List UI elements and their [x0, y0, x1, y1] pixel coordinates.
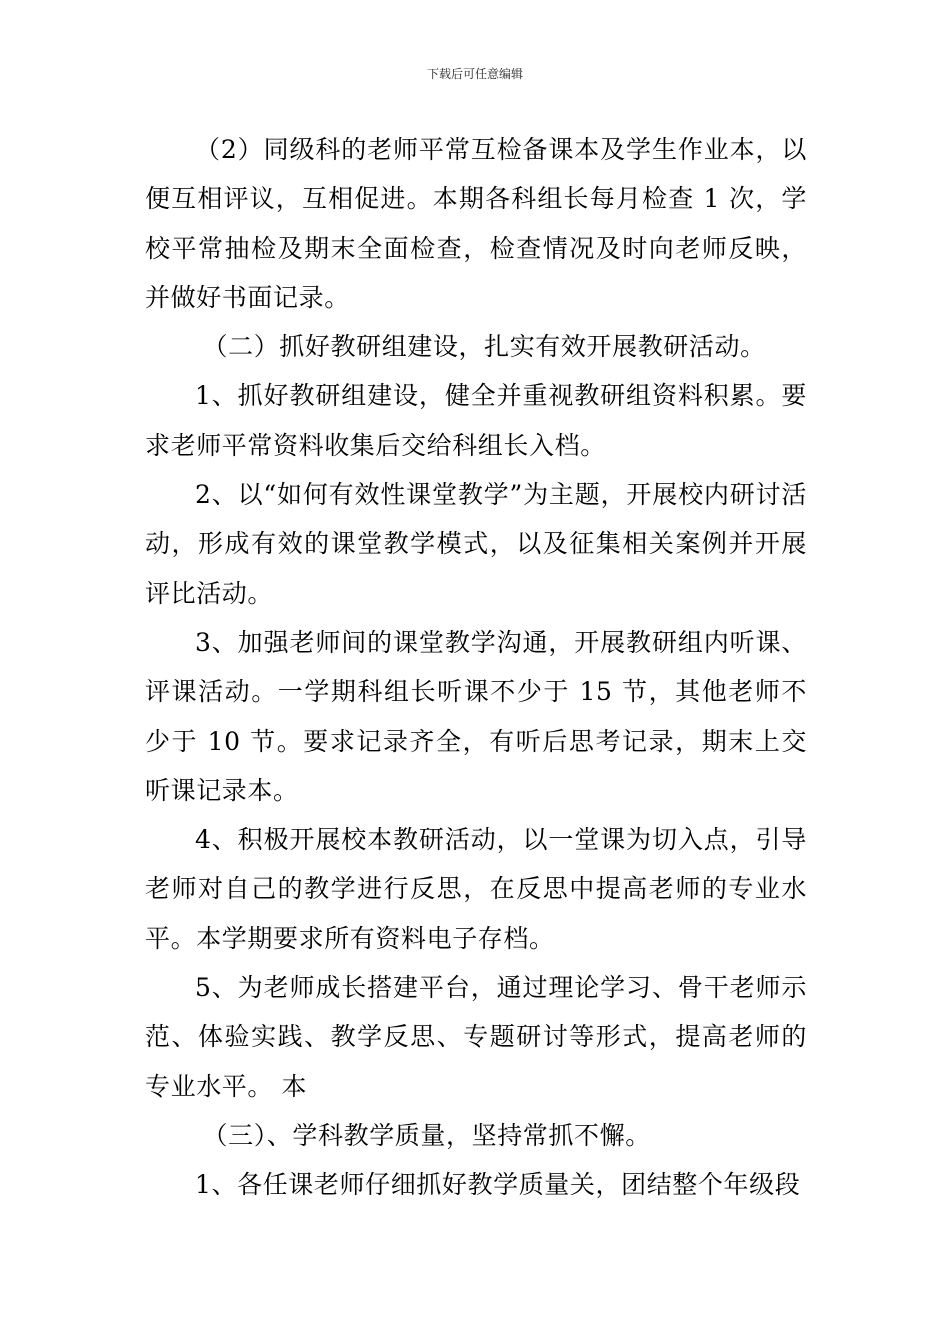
- section-heading-teaching-quality: （三）、学科教学质量，坚持常抓不懈。: [202, 1120, 651, 1150]
- paragraph-item-4: 4、积极开展校本教研活动，以一堂课为切入点，引导老师对自己的教学进行反思，在反思中提高老师的专业水平。本学期要求所有资料电子存档。: [145, 825, 807, 953]
- paragraph-item-1: 1、抓好教研组建设，健全并重视教研组资料积累。要求老师平常资料收集后交给科组长入档。: [145, 381, 807, 460]
- document-body: [145, 125, 807, 1210]
- section-heading-teaching-research: （二）抓好教研组建设，扎实有效开展教研活动。: [202, 332, 766, 362]
- paragraph-quality-item-1: 1、各任课老师仔细抓好教学质量关，团结整个年级段: [195, 1170, 801, 1200]
- paragraph-item-3: 3、加强老师间的课堂教学沟通，开展教研组内听课、评课活动。一学期科组长听课不少于 15 节，其他老师不少于 10 节。要求记录齐全，有听后思考记录，期末上交听课记录本。: [145, 627, 807, 805]
- page-header-note: 下载后可任意编辑: [426, 67, 523, 81]
- paragraph-item-2: 2、以“如何有效性课堂教学”为主题，开展校内研讨活动，形成有效的课堂教学模式，以及征集相关案例并开展评比活动。: [145, 480, 807, 608]
- paragraph-peer-check: （2）同级科的老师平常互检备课本及学生作业本，以便互相评议，互相促进。本期各科组长每月检查 1 次，学校平常抽检及期末全面检查，检查情况及时向老师反映，并做好书面记录。: [145, 135, 807, 312]
- paragraph-item-5: 5、为老师成长搭建平台，通过理论学习、骨干老师示范、体验实践、教学反思、专题研讨等形式，提高老师的专业水平。 本: [145, 973, 807, 1101]
